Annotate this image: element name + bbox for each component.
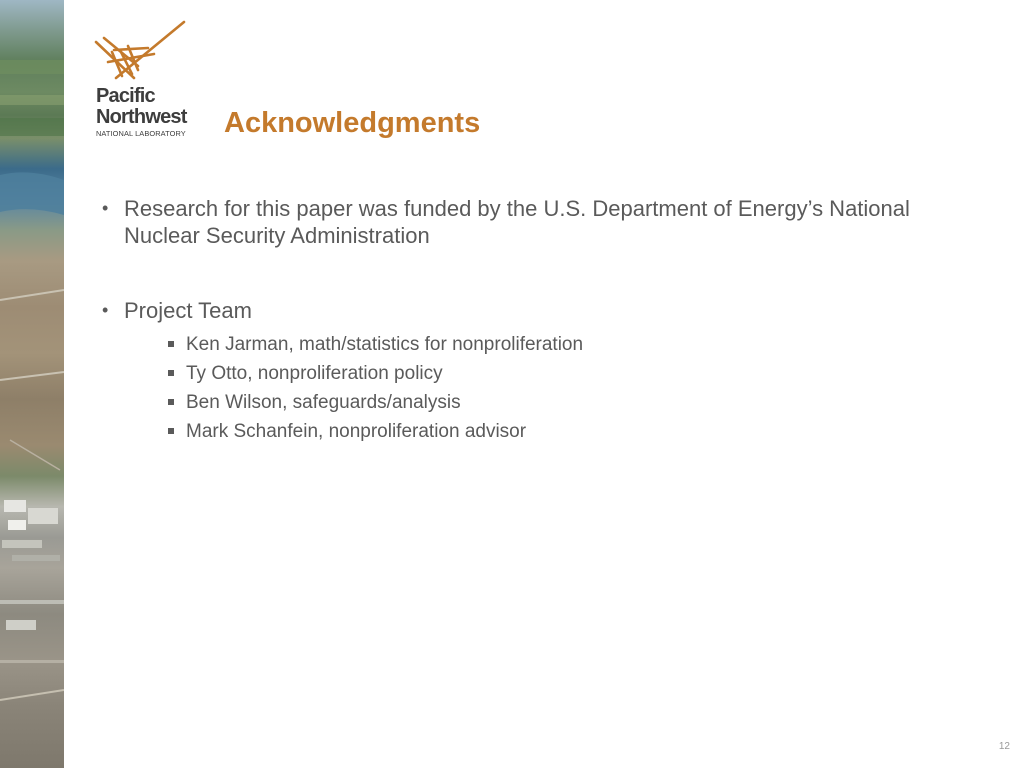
page-number: 12 — [998, 741, 1010, 752]
team-member-text: Ken Jarman, math/statistics for nonproliferation — [186, 334, 584, 355]
logo-line-northwest: Northwest — [96, 106, 187, 128]
bullet-project-team-text: Project Team — [124, 298, 252, 323]
pnnl-logo-mark-icon — [94, 20, 190, 84]
square-bullet-icon — [168, 370, 174, 376]
slide-title: Acknowledgments — [224, 107, 481, 139]
square-bullet-icon — [168, 341, 174, 347]
square-bullet-icon — [168, 399, 174, 405]
logo-line-pacific: Pacific — [96, 85, 155, 107]
square-bullet-icon — [168, 428, 174, 434]
team-member-text: Mark Schanfein, nonproliferation advisor — [186, 421, 527, 442]
bullet-funding — [100, 195, 980, 249]
aerial-photo-strip — [0, 0, 64, 768]
slide-body — [100, 195, 980, 446]
logo-line-national-laboratory: NATIONAL LABORATORY — [96, 129, 186, 138]
team-member-text: Ben Wilson, safeguards/analysis — [186, 392, 461, 413]
team-member-text: Ty Otto, nonproliferation policy — [186, 363, 443, 384]
bullet-project-team — [100, 297, 980, 446]
pnnl-logo-text — [96, 86, 187, 137]
bullet-funding-text: Research for this paper was funded by the U.S. Department of Energy’s National Nuclear Security Administration — [124, 196, 910, 248]
list-item — [186, 359, 980, 388]
pnnl-logo — [94, 20, 190, 142]
project-team-list — [124, 330, 980, 446]
list-item — [186, 417, 980, 446]
list-item — [186, 388, 980, 417]
list-item — [186, 330, 980, 359]
